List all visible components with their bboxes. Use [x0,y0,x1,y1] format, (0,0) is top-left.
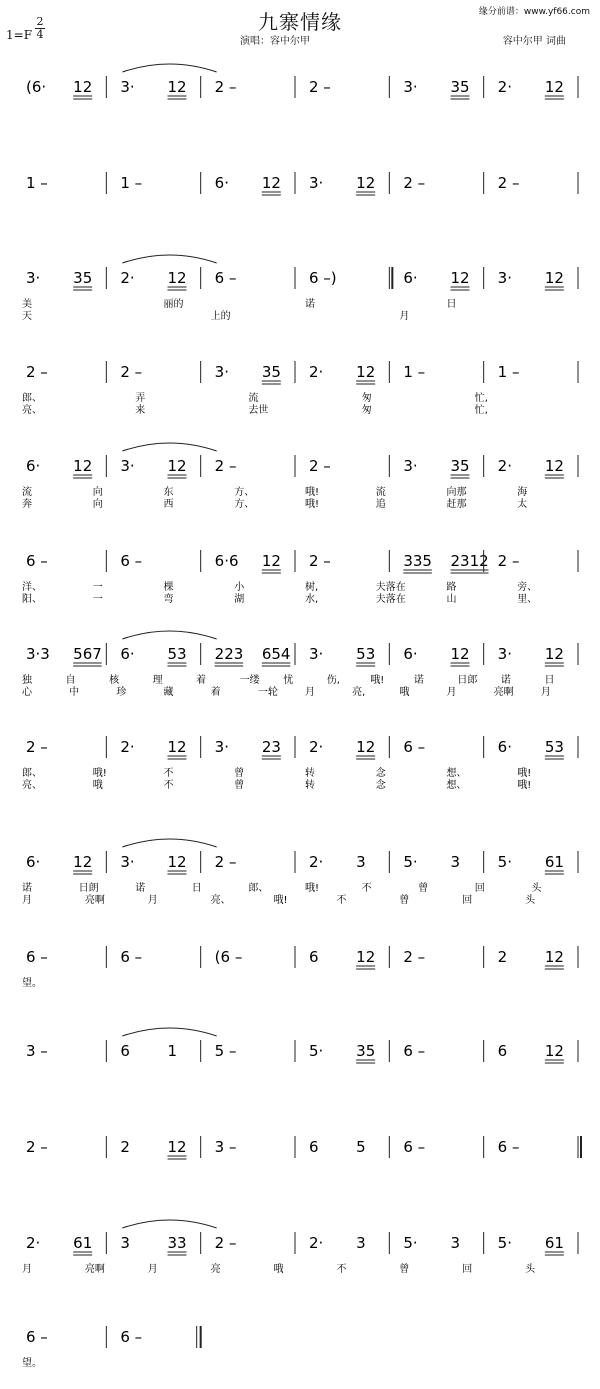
note-token: 12 [73,457,93,475]
lyric-syllable: 哦 [399,687,410,698]
note-token: 6 [309,1138,319,1156]
note-token: 2 – [214,78,237,96]
lyric-syllable: 来 [135,405,146,416]
lyric-syllable: 亮啊 [84,1264,105,1275]
note-token: 2 – [497,174,520,192]
note-token: 3· [120,457,135,475]
note-token: 223 [214,645,244,663]
note-token: 3· [309,174,324,192]
lyric-syllable: 匆 [361,393,372,404]
note-token: 6 – [26,552,48,570]
lyric-syllable: 亮、 [22,780,42,791]
note-token: 3· [309,645,324,663]
note-token: 5· [497,853,512,871]
note-token: 3 [450,853,461,871]
lyric-syllable: 不 [163,780,174,791]
note-token: 12 [356,948,376,966]
lyric-syllable: 丽的 [163,299,184,310]
singer-credit: 演唱：容中尔甲 [240,36,310,47]
note-token: 6 – [403,738,426,756]
lyric-syllable: 忙, [474,405,488,416]
note-token: 3· [120,853,135,871]
note-token: 2· [120,269,135,287]
lyric-syllable: 方、 [234,487,255,498]
note-token: 2· [26,1234,41,1252]
lyric-syllable: 伤, [326,675,340,686]
lyric-syllable: 回 [462,895,473,906]
lyric-syllable: 望。 [22,978,42,989]
note-token: 12 [450,645,470,663]
note-token: 6 – [26,948,48,966]
lyric-syllable: 曾 [234,780,245,791]
note-token: 2· [309,853,324,871]
lyric-syllable: 心 [22,687,32,698]
note-token: (6· [26,78,47,96]
lyric-syllable: 忧 [283,675,294,686]
source-site: 缘分前谱：www.yf66.com [478,7,590,17]
note-token: 3 [356,1234,366,1252]
lyric-syllable: 望。 [22,1358,42,1369]
note-token: 1 – [497,363,520,381]
lyric-syllable: 中 [69,687,80,698]
note-token: 2 – [403,174,426,192]
note-token: 2 – [26,738,48,756]
lyric-syllable: 念 [375,780,386,791]
note-token: 6 –) [309,269,337,287]
note-token: 6 – [120,1328,143,1346]
lyric-syllable: 想、 [446,780,467,791]
lyric-syllable: 旁、 [517,582,538,593]
lyric-syllable: 月 [147,895,158,906]
lyric-syllable: 日 [446,299,457,310]
note-token: 6 – [403,1138,426,1156]
lyric-syllable: 曾 [399,895,410,906]
lyric-syllable: 流 [375,487,386,498]
note-token: 2 – [214,457,237,475]
note-token: 35 [261,363,281,381]
lyric-syllable: 诺 [305,299,315,310]
lyric-syllable: 月 [22,1264,32,1275]
note-token: 12 [544,269,564,287]
note-token: 3·3 [26,645,50,663]
note-token: 1 [167,1042,178,1060]
note-token: 2 – [309,552,331,570]
lyric-syllable: 弯 [163,594,174,605]
note-token: 6 – [26,1328,48,1346]
note-token: 12 [167,457,187,475]
lyric-syllable: 月 [446,687,457,698]
lyric-syllable: 奔 [22,499,32,510]
note-token: 654 [261,645,291,663]
note-token: 3· [403,78,418,96]
lyric-syllable: 郎、 [248,883,269,894]
lyric-syllable: 头 [531,883,542,894]
note-token: 6 – [497,1138,520,1156]
lyric-syllable: 向那 [446,487,467,498]
note-token: 3· [214,738,229,756]
note-token: 3 [120,1234,130,1252]
note-token: 3 – [26,1042,48,1060]
slur-mark [122,1220,216,1228]
lyric-syllable: 一 [92,582,103,593]
note-token: 2 – [214,853,237,871]
lyric-syllable: 洋、 [22,582,42,593]
lyric-syllable: 亮 [210,1264,221,1275]
slur-mark [122,631,216,639]
lyric-syllable: 诺 [500,675,511,686]
note-token: 2312 [450,552,489,570]
lyric-syllable: 流 [22,487,32,498]
note-token: 12 [544,457,564,475]
lyric-syllable: 去世 [248,405,269,416]
lyric-syllable: 树, [305,582,319,593]
note-token: 6· [26,457,41,475]
note-token: 2 – [120,363,143,381]
note-token: 3 [356,853,366,871]
composer-credit: 容中尔甲 词曲 [502,36,566,47]
note-token: 1 – [26,174,48,192]
note-token: 12 [544,645,564,663]
note-token: 6 [120,1042,130,1060]
lyric-syllable: 里、 [517,594,538,605]
lyric-syllable: 不 [336,895,347,906]
note-token: 12 [167,738,187,756]
note-token: 2 – [26,1138,48,1156]
lyric-syllable: 山 [446,594,457,605]
note-token: 6 – [214,269,237,287]
lyric-syllable: 曾 [418,883,429,894]
note-token: 5· [309,1042,324,1060]
note-token: 12 [356,174,376,192]
lyric-syllable: 自 [65,675,76,686]
lyric-syllable: 郎、 [22,393,42,404]
lyric-syllable: 哦! [305,883,320,894]
lyric-syllable: 回 [462,1264,473,1275]
note-token: 2 – [309,457,331,475]
slur-mark [122,443,216,451]
note-token: 23 [261,738,281,756]
slur-mark [122,64,216,72]
note-token: 2 – [403,948,426,966]
note-token: 12 [544,948,564,966]
note-token: 6· [26,853,41,871]
lyric-syllable: 哦! [92,768,107,779]
note-token: 3· [214,363,229,381]
note-token: 35 [73,269,93,287]
note-token: 61 [544,853,564,871]
lyric-syllable: 夫落在 [375,594,406,605]
lyric-syllable: 海 [517,487,528,498]
lyric-syllable: 亮、 [22,405,42,416]
lyric-syllable: 太 [517,499,528,510]
lyric-syllable: 亮啊 [493,687,514,698]
note-token: 35 [356,1042,376,1060]
note-token: 6· [403,645,418,663]
note-token: 61 [73,1234,93,1252]
lyric-syllable: 一缕 [239,675,260,686]
lyric-syllable: 转 [305,768,315,779]
lyric-syllable: 向 [92,499,103,510]
lyric-syllable: 月 [399,311,410,322]
lyric-syllable: 哦! [305,487,320,498]
note-token: 5· [497,1234,512,1252]
lyric-syllable: 月 [147,1264,158,1275]
note-token: 12 [356,363,376,381]
song-title: 九寨情缘 [258,10,342,34]
lyric-syllable: 哦! [305,499,320,510]
note-token: 6 – [403,1042,426,1060]
lyric-syllable: 不 [336,1264,347,1275]
lyric-syllable: 着 [210,687,221,698]
note-token: 12 [544,78,564,96]
lyric-syllable: 哦 [92,780,103,791]
note-token: 12 [261,552,281,570]
lyric-syllable: 藏 [163,687,174,698]
note-token: 5· [403,1234,418,1252]
note-token: 12 [450,269,470,287]
time-signature-bottom: 4 [36,28,44,41]
slur-mark [122,255,216,263]
note-token: 2 – [497,552,520,570]
lyric-syllable: 着 [196,675,207,686]
lyric-syllable: 诺 [22,883,32,894]
note-token: 6· [120,645,135,663]
note-token: 2 [497,948,508,966]
note-token: 6· [214,174,229,192]
lyric-syllable: 方、 [234,499,255,510]
note-token: 3· [120,78,135,96]
note-token: 53 [544,738,564,756]
note-token: 2 – [214,1234,237,1252]
lyric-syllable: 独 [22,675,32,686]
note-token: 5 – [214,1042,237,1060]
note-token: 2· [497,78,512,96]
lyric-syllable: 转 [305,780,315,791]
note-token: 3· [497,645,512,663]
lyric-syllable: 月 [305,687,315,698]
note-token: 12 [167,1138,187,1156]
lyric-syllable: 珍 [116,687,127,698]
note-token: 6· [497,738,512,756]
note-token: 2· [497,457,512,475]
lyric-syllable: 头 [525,1264,536,1275]
note-token: 12 [73,78,93,96]
note-token: 2· [309,363,324,381]
lyric-syllable: 日朗 [78,883,99,894]
note-token: 1 – [120,174,143,192]
note-token: 6·6 [214,552,239,570]
note-token: 2· [120,738,135,756]
lyric-syllable: 念 [375,768,386,779]
lyric-syllable: 忙, [474,393,488,404]
note-token: 2· [309,738,324,756]
lyric-syllable: 想、 [446,768,467,779]
lyric-syllable: 湖 [234,594,245,605]
lyric-syllable: 追 [375,499,386,510]
note-token: 6 – [120,948,143,966]
note-token: 12 [167,78,187,96]
note-token: 53 [356,645,376,663]
lyric-syllable: 天 [22,311,32,322]
lyric-syllable: 月 [540,687,551,698]
note-token: 12 [544,1042,564,1060]
lyric-syllable: 水, [305,594,319,605]
lyric-syllable: 不 [163,768,174,779]
note-token: 6 [309,948,319,966]
lyric-syllable: 路 [446,582,457,593]
lyric-syllable: 亮, [352,687,366,698]
note-token: 12 [261,174,281,192]
note-token: 1 – [403,363,426,381]
lyric-syllable: 诺 [413,675,424,686]
note-token: (6 – [214,948,243,966]
lyric-syllable: 曾 [234,768,245,779]
lyric-syllable: 棵 [163,582,174,593]
slur-mark [122,839,216,847]
note-token: 3· [403,457,418,475]
note-token: 5 [356,1138,366,1156]
note-token: 2· [309,1234,324,1252]
note-token: 5· [403,853,418,871]
lyric-syllable: 阳、 [22,594,42,605]
lyric-syllable: 回 [474,883,485,894]
lyric-syllable: 不 [361,883,372,894]
lyric-syllable: 哦! [370,675,385,686]
note-token: 2 – [309,78,331,96]
lyric-syllable: 匆 [361,405,372,416]
lyric-syllable: 日郎 [457,675,478,686]
note-token: 12 [356,738,376,756]
lyric-syllable: 哦! [517,780,532,791]
lyric-syllable: 头 [525,895,536,906]
lyric-syllable: 上的 [210,311,231,322]
lyric-syllable: 月 [22,895,32,906]
note-token: 35 [450,457,470,475]
lyric-syllable: 日 [544,675,555,686]
note-token: 6 – [120,552,143,570]
note-token: 3· [497,269,512,287]
lyric-syllable: 弄 [135,393,146,404]
lyric-syllable: 核 [109,675,120,686]
lyric-syllable: 小 [234,582,245,593]
lyric-syllable: 东 [163,487,174,498]
lyric-syllable: 哦! [517,768,532,779]
lyric-syllable: 理 [152,675,163,686]
lyric-syllable: 亮、 [210,895,231,906]
note-token: 2 [120,1138,130,1156]
note-token: 35 [450,78,470,96]
note-token: 2 – [26,363,48,381]
note-token: 12 [167,269,187,287]
lyric-syllable: 一轮 [257,687,278,698]
lyric-syllable: 郎、 [22,768,42,779]
lyric-syllable: 流 [248,393,259,404]
slur-mark [122,1028,216,1036]
note-token: 335 [403,552,432,570]
note-token: 3· [26,269,41,287]
note-token: 567 [73,645,102,663]
lyric-syllable: 赶那 [446,499,467,510]
note-token: 61 [544,1234,564,1252]
lyric-syllable: 亮啊 [84,895,105,906]
lyric-syllable: 日 [191,883,202,894]
note-token: 12 [73,853,93,871]
lyric-syllable: 美 [22,299,32,310]
note-token: 12 [167,853,187,871]
lyric-syllable: 哦! [273,895,288,906]
key-signature: 1=F [6,28,33,42]
lyric-syllable: 西 [163,499,174,510]
lyric-syllable: 一 [92,594,103,605]
lyric-syllable: 向 [92,487,103,498]
note-token: 6· [403,269,418,287]
note-token: 53 [167,645,187,663]
lyric-syllable: 夫落在 [375,582,406,593]
lyric-syllable: 曾 [399,1264,410,1275]
time-signature-top: 2 [36,15,44,28]
lyric-syllable: 诺 [135,883,146,894]
note-token: 3 [450,1234,461,1252]
note-token: 6 [497,1042,508,1060]
note-token: 3 – [214,1138,237,1156]
lyric-syllable: 哦 [273,1264,284,1275]
note-token: 33 [167,1234,187,1252]
